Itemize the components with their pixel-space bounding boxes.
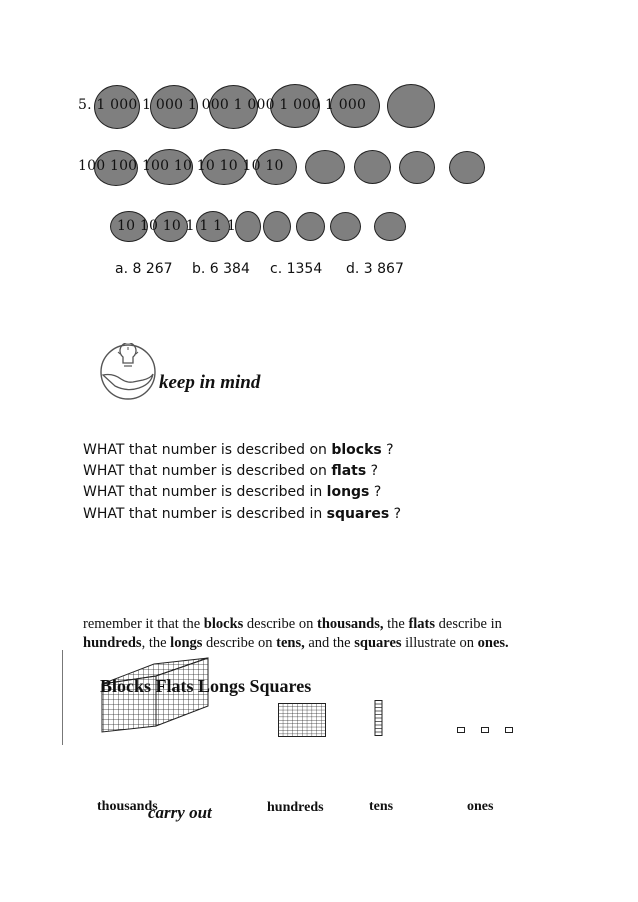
text-run: describe on xyxy=(202,635,277,651)
coin-1000 xyxy=(387,84,435,128)
exercise-row-1: 5. 1 000 1 000 1 000 1 000 1 000 1 000 xyxy=(78,97,367,113)
lightbulb-hand-icon xyxy=(99,343,157,401)
coin-1 xyxy=(263,211,291,242)
text-run: and the xyxy=(304,635,355,651)
ones-square-image xyxy=(481,727,489,733)
coin-1 xyxy=(235,211,261,242)
text-run: describe in xyxy=(435,616,502,632)
question-term: longs xyxy=(326,484,370,500)
choice-a[interactable]: a. 8 267 xyxy=(115,261,173,277)
label-hundreds: hundreds xyxy=(267,800,324,815)
question-term: squares xyxy=(326,506,390,522)
term-longs: longs xyxy=(170,635,203,651)
question-line xyxy=(83,463,378,479)
question-text: WHAT that number is described in xyxy=(83,506,327,522)
coin-10 xyxy=(354,150,391,184)
blocks-heading: Blocks Flats Longs Squares xyxy=(100,676,312,696)
question-line xyxy=(83,506,401,522)
question-term: flats xyxy=(331,463,367,479)
text-run: the xyxy=(383,616,409,632)
text-run: , the xyxy=(141,635,171,651)
coin-1 xyxy=(374,212,406,241)
term-flats: flats xyxy=(408,616,436,632)
exercise-row-3: 10 10 10 1 1 1 1 xyxy=(117,218,236,234)
remember-paragraph xyxy=(83,615,553,653)
choice-d[interactable]: d. 3 867 xyxy=(346,261,404,277)
term-tens: tens, xyxy=(276,635,305,651)
question-mark: ? xyxy=(381,442,394,458)
ones-square-image xyxy=(457,727,465,733)
coin-1 xyxy=(330,212,361,241)
carry-out-title: carry out xyxy=(148,803,212,822)
term-squares: squares xyxy=(354,635,402,651)
text-run: illustrate on xyxy=(401,635,478,651)
choice-c[interactable]: c. 1354 xyxy=(270,261,323,277)
question-mark: ? xyxy=(369,484,382,500)
label-thousands: thousands xyxy=(97,799,158,814)
hundreds-flat-image xyxy=(278,703,326,737)
ones-square-image xyxy=(505,727,513,733)
choice-b[interactable]: b. 6 384 xyxy=(192,261,250,277)
label-ones: ones xyxy=(467,799,494,814)
question-term: blocks xyxy=(331,442,382,458)
tens-long-image xyxy=(374,700,383,736)
text-run: remember it that the xyxy=(83,616,204,632)
term-thousands: thousands, xyxy=(316,616,384,632)
term-hundreds: hundreds xyxy=(83,635,142,651)
question-text: WHAT that number is described on xyxy=(83,463,332,479)
keep-in-mind-title: keep in mind xyxy=(159,372,261,393)
coin-1 xyxy=(296,212,325,241)
question-line xyxy=(83,484,381,500)
coin-10 xyxy=(305,150,345,184)
label-tens: tens xyxy=(369,799,394,814)
coin-10 xyxy=(399,151,435,184)
question-line xyxy=(83,442,394,458)
margin-line xyxy=(62,650,63,745)
question-text: WHAT that number is described in xyxy=(83,484,327,500)
text-run: describe on xyxy=(243,616,317,632)
question-text: WHAT that number is described on xyxy=(83,442,332,458)
term-blocks: blocks xyxy=(203,616,244,632)
term-ones: ones. xyxy=(477,635,509,651)
exercise-row-2: 100 100 100 10 10 10 10 10 xyxy=(78,158,284,174)
question-mark: ? xyxy=(366,463,379,479)
coin-10 xyxy=(449,151,485,184)
question-mark: ? xyxy=(389,506,402,522)
